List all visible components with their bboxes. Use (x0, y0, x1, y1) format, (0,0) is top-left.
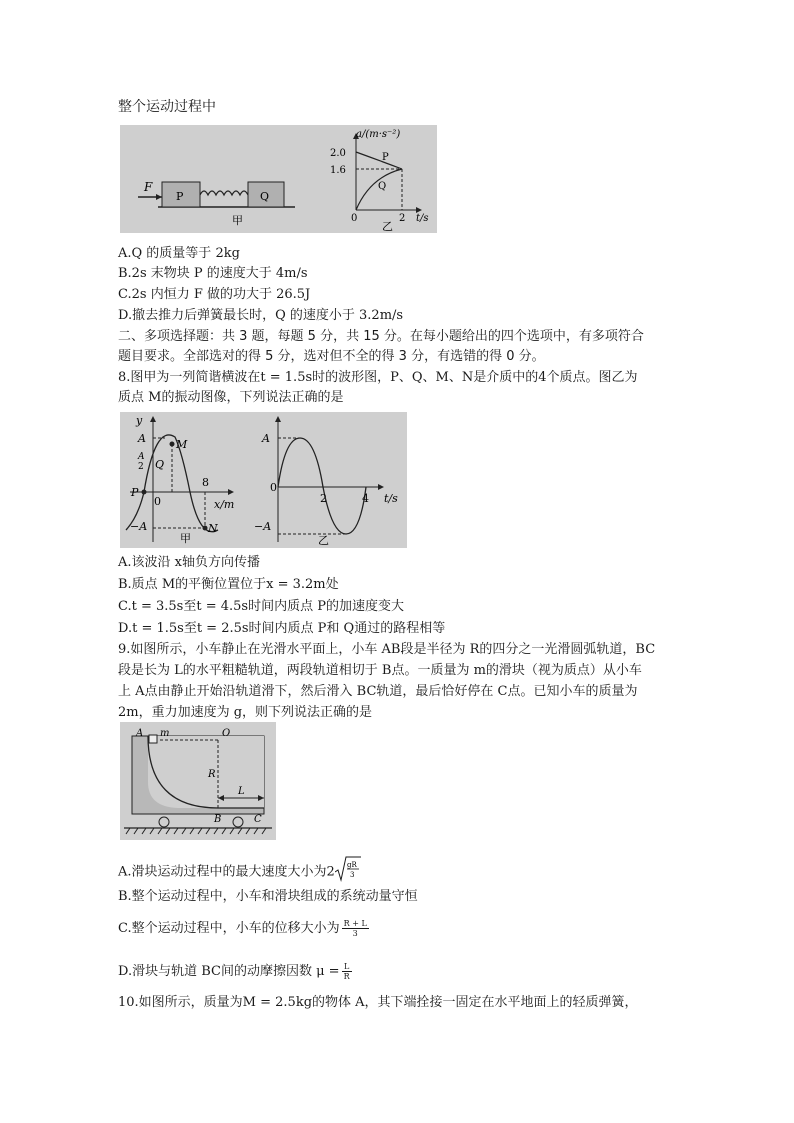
force-label: F (144, 180, 153, 194)
vib-tick-2: 2 (320, 492, 327, 505)
section2-line1: 二、多项选择题：共 3 题，每题 5 分，共 15 分。在每小题给出的四个选项中，有多项符合 (118, 329, 644, 344)
q8-stem-line1: 8.图甲为一列简谐横波在t = 1.5s时的波形图，P、Q、M、N是介质中的4个质点。图乙为 (118, 370, 638, 385)
spring-icon (200, 191, 248, 195)
fig2-yi-label: 乙 (318, 534, 329, 547)
wave-tick-a-half-den: 2 (138, 462, 144, 472)
q7-option-b: B.2s 末物块 P 的速度大于 4m/s (118, 266, 308, 281)
center-o-label: O (222, 728, 231, 739)
mass-m-label: m (160, 728, 170, 739)
q9-stem-line1: 9.如图所示，小车静止在光滑水平面上，小车 AB段是半径为 R的四分之一光滑圆弧轨道，BC (118, 642, 656, 657)
tick-y-2: 2.0 (330, 148, 346, 159)
curve-q-label: Q (378, 181, 387, 192)
figure-spring-blocks (120, 125, 437, 233)
vib-tick-4: 4 (362, 492, 369, 505)
q9-stem-line4: 2m，重力加速度为 g，则下列说法正确的是 (118, 705, 373, 720)
fraction-d-den: R (343, 972, 350, 981)
graph-xlabel: t/s (416, 213, 429, 224)
figure-wave (120, 412, 407, 548)
vib-tick-a: A (262, 432, 270, 445)
q8-option-a: A.该波沿 x轴负方向传播 (118, 555, 260, 570)
q9-option-b: B.整个运动过程中，小车和滑块组成的系统动量守恒 (118, 889, 418, 904)
q8-option-d: D.t = 1.5s至t = 2.5s时间内质点 P和 Q通过的路程相等 (118, 621, 446, 636)
wave-ylabel: y (136, 414, 143, 427)
tick-x-2: 2 (399, 213, 406, 224)
fraction-d (342, 962, 352, 981)
q10-stem-line1: 10.如图所示，质量为M = 2.5kg的物体 A，其下端拴接一固定在水平地面上的轻质弹簧， (118, 995, 638, 1010)
q9-option-a (118, 856, 361, 888)
wave-tick-a: A (138, 432, 146, 445)
vib-xlabel: t/s (384, 492, 398, 505)
sqrt-num: gR (346, 861, 357, 869)
wave-tick-8: 8 (202, 476, 209, 489)
q8-option-c: C.t = 3.5s至t = 4.5s时间内质点 P的加速度变大 (118, 599, 404, 614)
q8-stem-line2: 质点 M的振动图像，下列说法正确的是 (118, 390, 344, 405)
graph-ylabel: a/(m·s⁻²) (356, 129, 401, 140)
q9-option-c-text: C.整个运动过程中，小车的位移大小为 (118, 921, 340, 936)
q7-option-a: A.Q 的质量等于 2kg (118, 246, 240, 261)
q9-stem-line3: 上 A点由静止开始沿轨道滑下，然后滑入 BC轨道，最后恰好停在 C点。已知小车的质量为 (118, 684, 638, 699)
fraction-c-num: R + L (343, 919, 367, 928)
sqrt-den: 3 (349, 871, 355, 879)
point-c-label: C (254, 814, 262, 825)
wave-point-n: N (208, 522, 218, 535)
block-q-label: Q (260, 190, 270, 203)
vib-tick-neg-a: −A (254, 520, 272, 533)
wave-origin: 0 (154, 495, 161, 508)
fig1-jia-label: 甲 (232, 214, 243, 227)
wave-point-p: P (131, 486, 139, 499)
length-l-label: L (238, 786, 245, 797)
q9-option-a-text: A.滑块运动过程中的最大速度大小为2 (118, 864, 335, 880)
sqrt-icon (335, 856, 361, 888)
section2-line2: 题目要求。全部选对的得 5 分，选对但不全的得 3 分，有选错的得 0 分。 (118, 349, 545, 364)
fraction-d-num: L (342, 962, 352, 972)
block-p-label: P (176, 190, 184, 203)
fig1-yi-label: 乙 (382, 220, 393, 233)
tick-x-0: 0 (351, 213, 358, 224)
wave-point-q: Q (155, 458, 165, 471)
wave-tick-neg-a: −A (130, 520, 148, 533)
wave-xlabel: x/m (214, 498, 235, 511)
wave-point-m: M (176, 438, 188, 451)
q7-option-d: D.撤去推力后弹簧最长时，Q 的速度小于 3.2m/s (118, 308, 404, 323)
point-a-label: A (136, 728, 144, 739)
point-b-label: B (214, 814, 222, 825)
q8-option-b: B.质点 M的平衡位置位于x = 3.2m处 (118, 577, 339, 592)
curve-p-label: P (382, 152, 389, 163)
radius-r-label: R (208, 769, 216, 780)
fraction-c (342, 919, 369, 938)
vib-origin: 0 (270, 481, 277, 494)
q9-option-d-text: D.滑块与轨道 BC间的动摩擦因数 μ = (118, 964, 340, 979)
fig2-jia-label: 甲 (180, 532, 191, 545)
wave-tick-a-half-num: A (138, 452, 145, 462)
figure-cart-track (120, 722, 276, 840)
tick-y-16: 1.6 (330, 165, 346, 176)
q9-stem-line2: 段是长为 L的水平粗糙轨道，两段轨道相切于 B点。一质量为 m的滑块（视为质点）从小车 (118, 663, 642, 678)
q7-option-c: C.2s 内恒力 F 做的功大于 26.5J (118, 287, 311, 302)
fraction-c-den: 3 (352, 929, 358, 938)
heading-top: 整个运动过程中 (118, 99, 216, 115)
q9-option-c (118, 919, 369, 938)
q9-option-d (118, 962, 352, 981)
